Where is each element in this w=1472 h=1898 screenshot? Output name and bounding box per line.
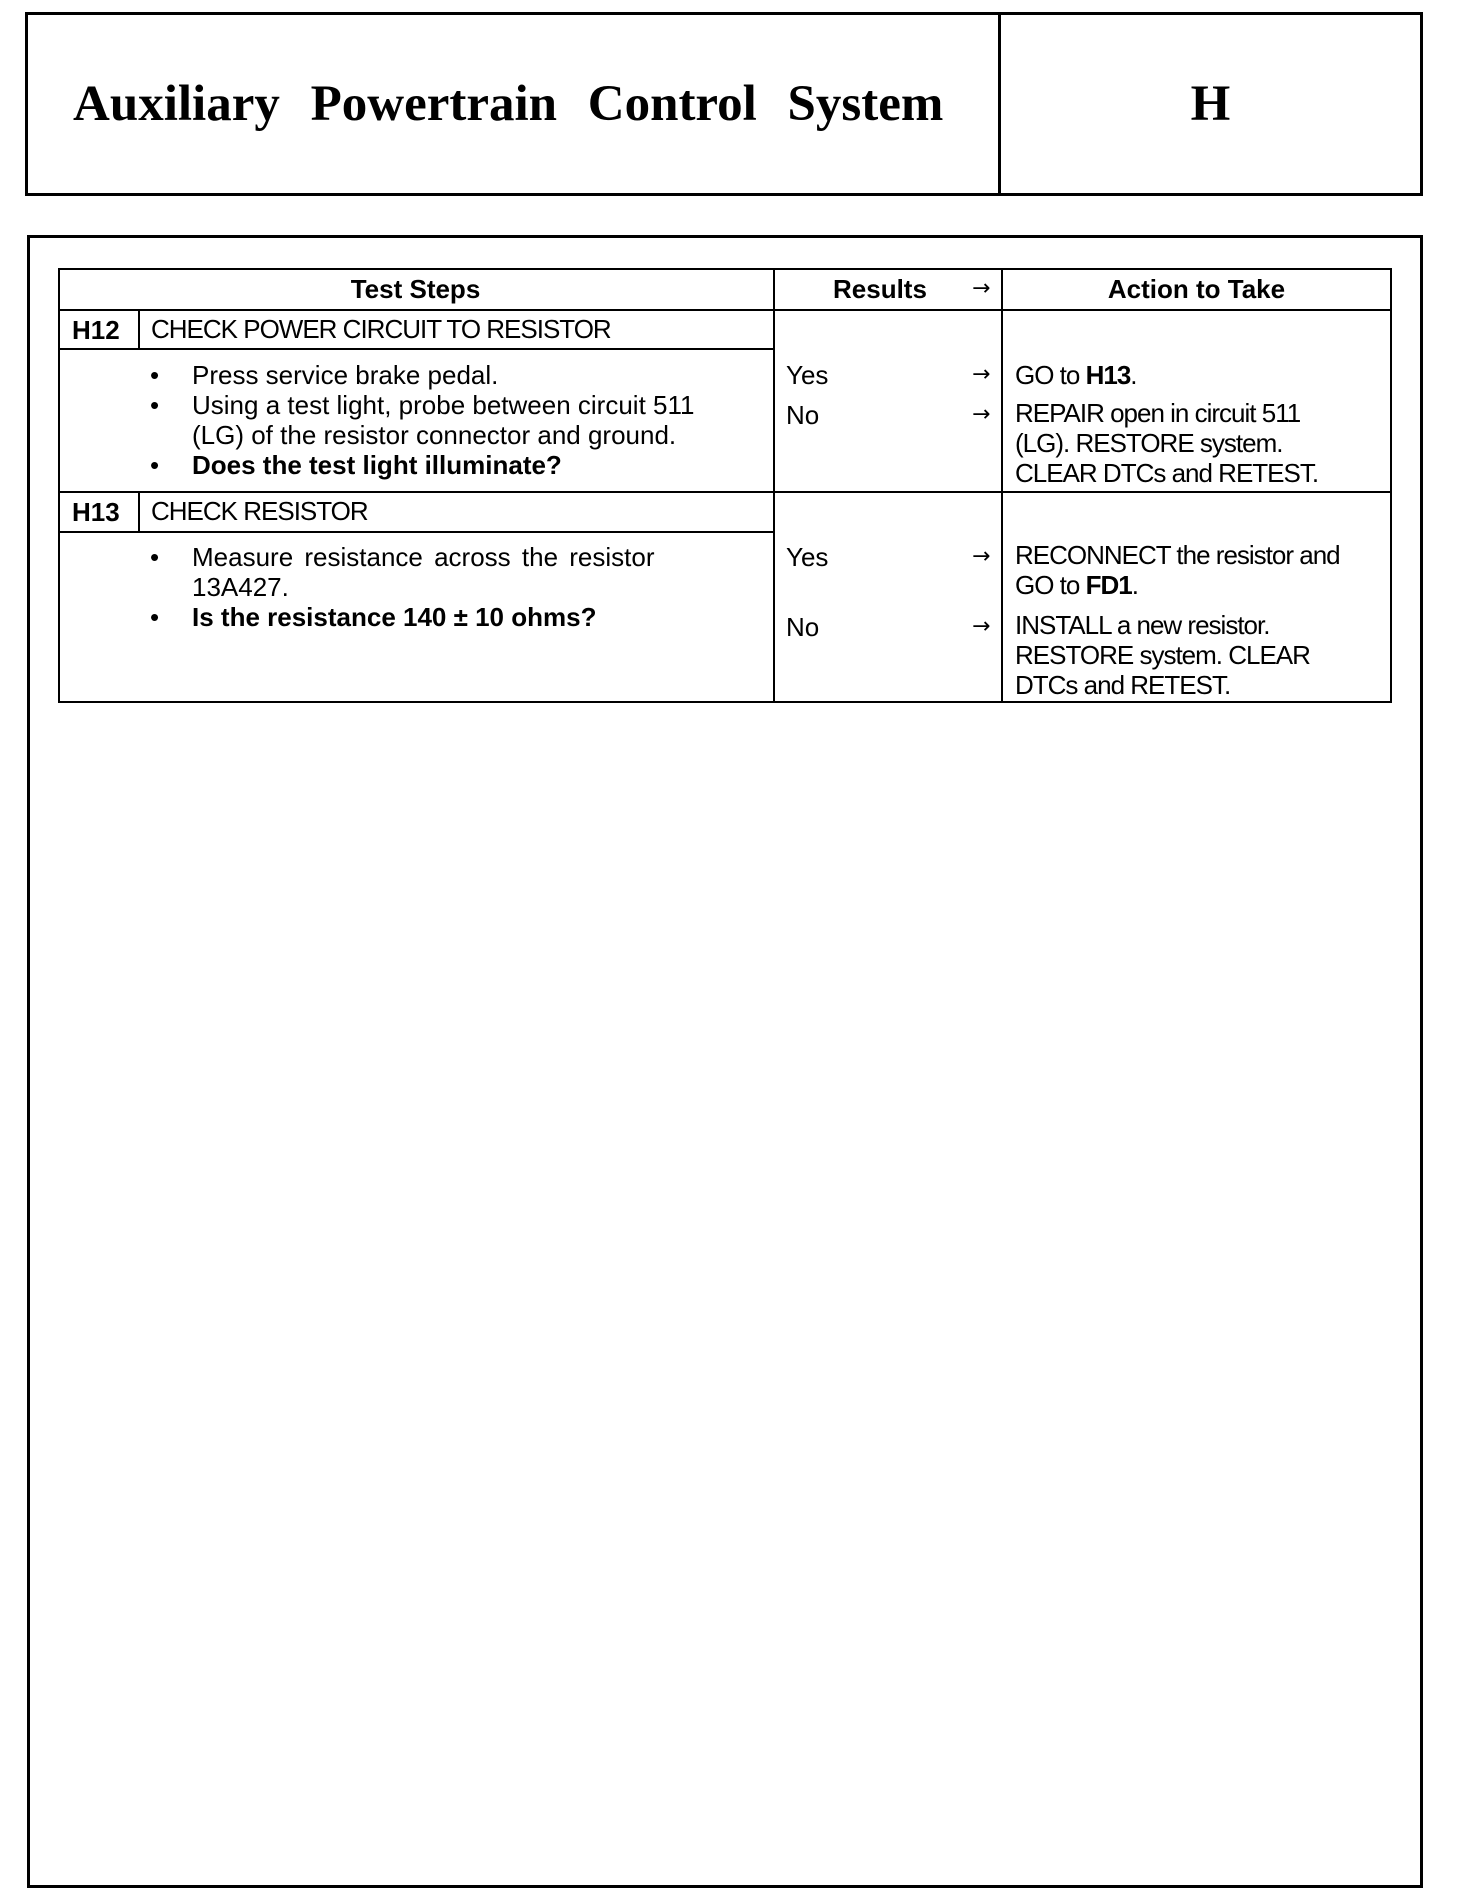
- table-right-border: [1390, 268, 1392, 703]
- h13-title-divider: [58, 531, 775, 533]
- bullet-icon: •: [150, 450, 160, 480]
- header-results: Results: [833, 274, 927, 304]
- h12-bullet-2: Using a test light, probe between circuit 511: [192, 390, 695, 420]
- h12-bullet-1: Press service brake pedal.: [192, 360, 499, 390]
- h13-bullet-1-cont: 13A427.: [192, 572, 289, 602]
- h13-action-yes-line-1: RECONNECT the resistor and: [1015, 540, 1340, 570]
- h13-action-no-line-1: INSTALL a new resistor.: [1015, 610, 1270, 640]
- h12-result-no: No: [786, 400, 820, 430]
- h12-result-yes: Yes: [786, 360, 829, 390]
- section-letter: H: [1190, 76, 1231, 132]
- bullet-icon: •: [150, 390, 160, 420]
- h13-action-yes-line-2: GO to FD1.: [1015, 570, 1138, 600]
- arrow-icon: →: [972, 544, 991, 569]
- test-steps-table: [58, 268, 1392, 703]
- table-left-border: [58, 268, 60, 703]
- step-id-h12: H12: [72, 315, 120, 345]
- h12-title-divider: [58, 348, 775, 350]
- h12-action-no-line-1: REPAIR open in circuit 511: [1015, 398, 1301, 428]
- h13-result-yes: Yes: [786, 542, 829, 572]
- h12-action-no-line-3: CLEAR DTCs and RETEST.: [1015, 458, 1319, 488]
- h13-result-no: No: [786, 612, 820, 642]
- bullet-icon: •: [150, 360, 160, 390]
- header-row-divider: [58, 309, 1392, 311]
- h12-bullet-3: Does the test light illuminate?: [192, 450, 562, 480]
- h13-bullet-2: Is the resistance 140 ± 10 ohms?: [192, 602, 597, 632]
- arrow-icon: →: [972, 362, 991, 387]
- arrow-icon: →: [972, 614, 991, 639]
- h13-id-divider: [138, 491, 140, 532]
- h13-action-no-line-2: RESTORE system. CLEAR: [1015, 640, 1310, 670]
- step-divider: [58, 491, 1392, 493]
- step-title-h13: CHECK RESISTOR: [151, 496, 368, 526]
- h12-action-no-line-2: (LG). RESTORE system.: [1015, 428, 1283, 458]
- h12-action-yes: GO to H13.: [1015, 360, 1137, 390]
- header-arrow: →: [972, 276, 991, 301]
- h12-bullet-2-cont: (LG) of the resistor connector and ground.: [192, 420, 677, 450]
- page-header: [25, 12, 1423, 196]
- table-top-border: [58, 268, 1392, 270]
- step-id-h13: H13: [72, 497, 120, 527]
- bullet-icon: •: [150, 602, 160, 632]
- column-divider-results: [773, 268, 775, 703]
- h13-bullet-1: Measure resistance across the resistor: [192, 542, 655, 572]
- table-bottom-border: [58, 701, 1392, 703]
- column-divider-action: [1001, 268, 1003, 703]
- bullet-icon: •: [150, 542, 160, 572]
- arrow-icon: →: [972, 402, 991, 427]
- h12-id-divider: [138, 309, 140, 349]
- header-test-steps: Test Steps: [350, 274, 481, 304]
- step-title-h12: CHECK POWER CIRCUIT TO RESISTOR: [151, 314, 611, 344]
- page-title: Auxiliary Powertrain Control System: [73, 76, 944, 132]
- header-action: Action to Take: [1107, 274, 1286, 304]
- h13-action-no-line-3: DTCs and RETEST.: [1015, 670, 1231, 700]
